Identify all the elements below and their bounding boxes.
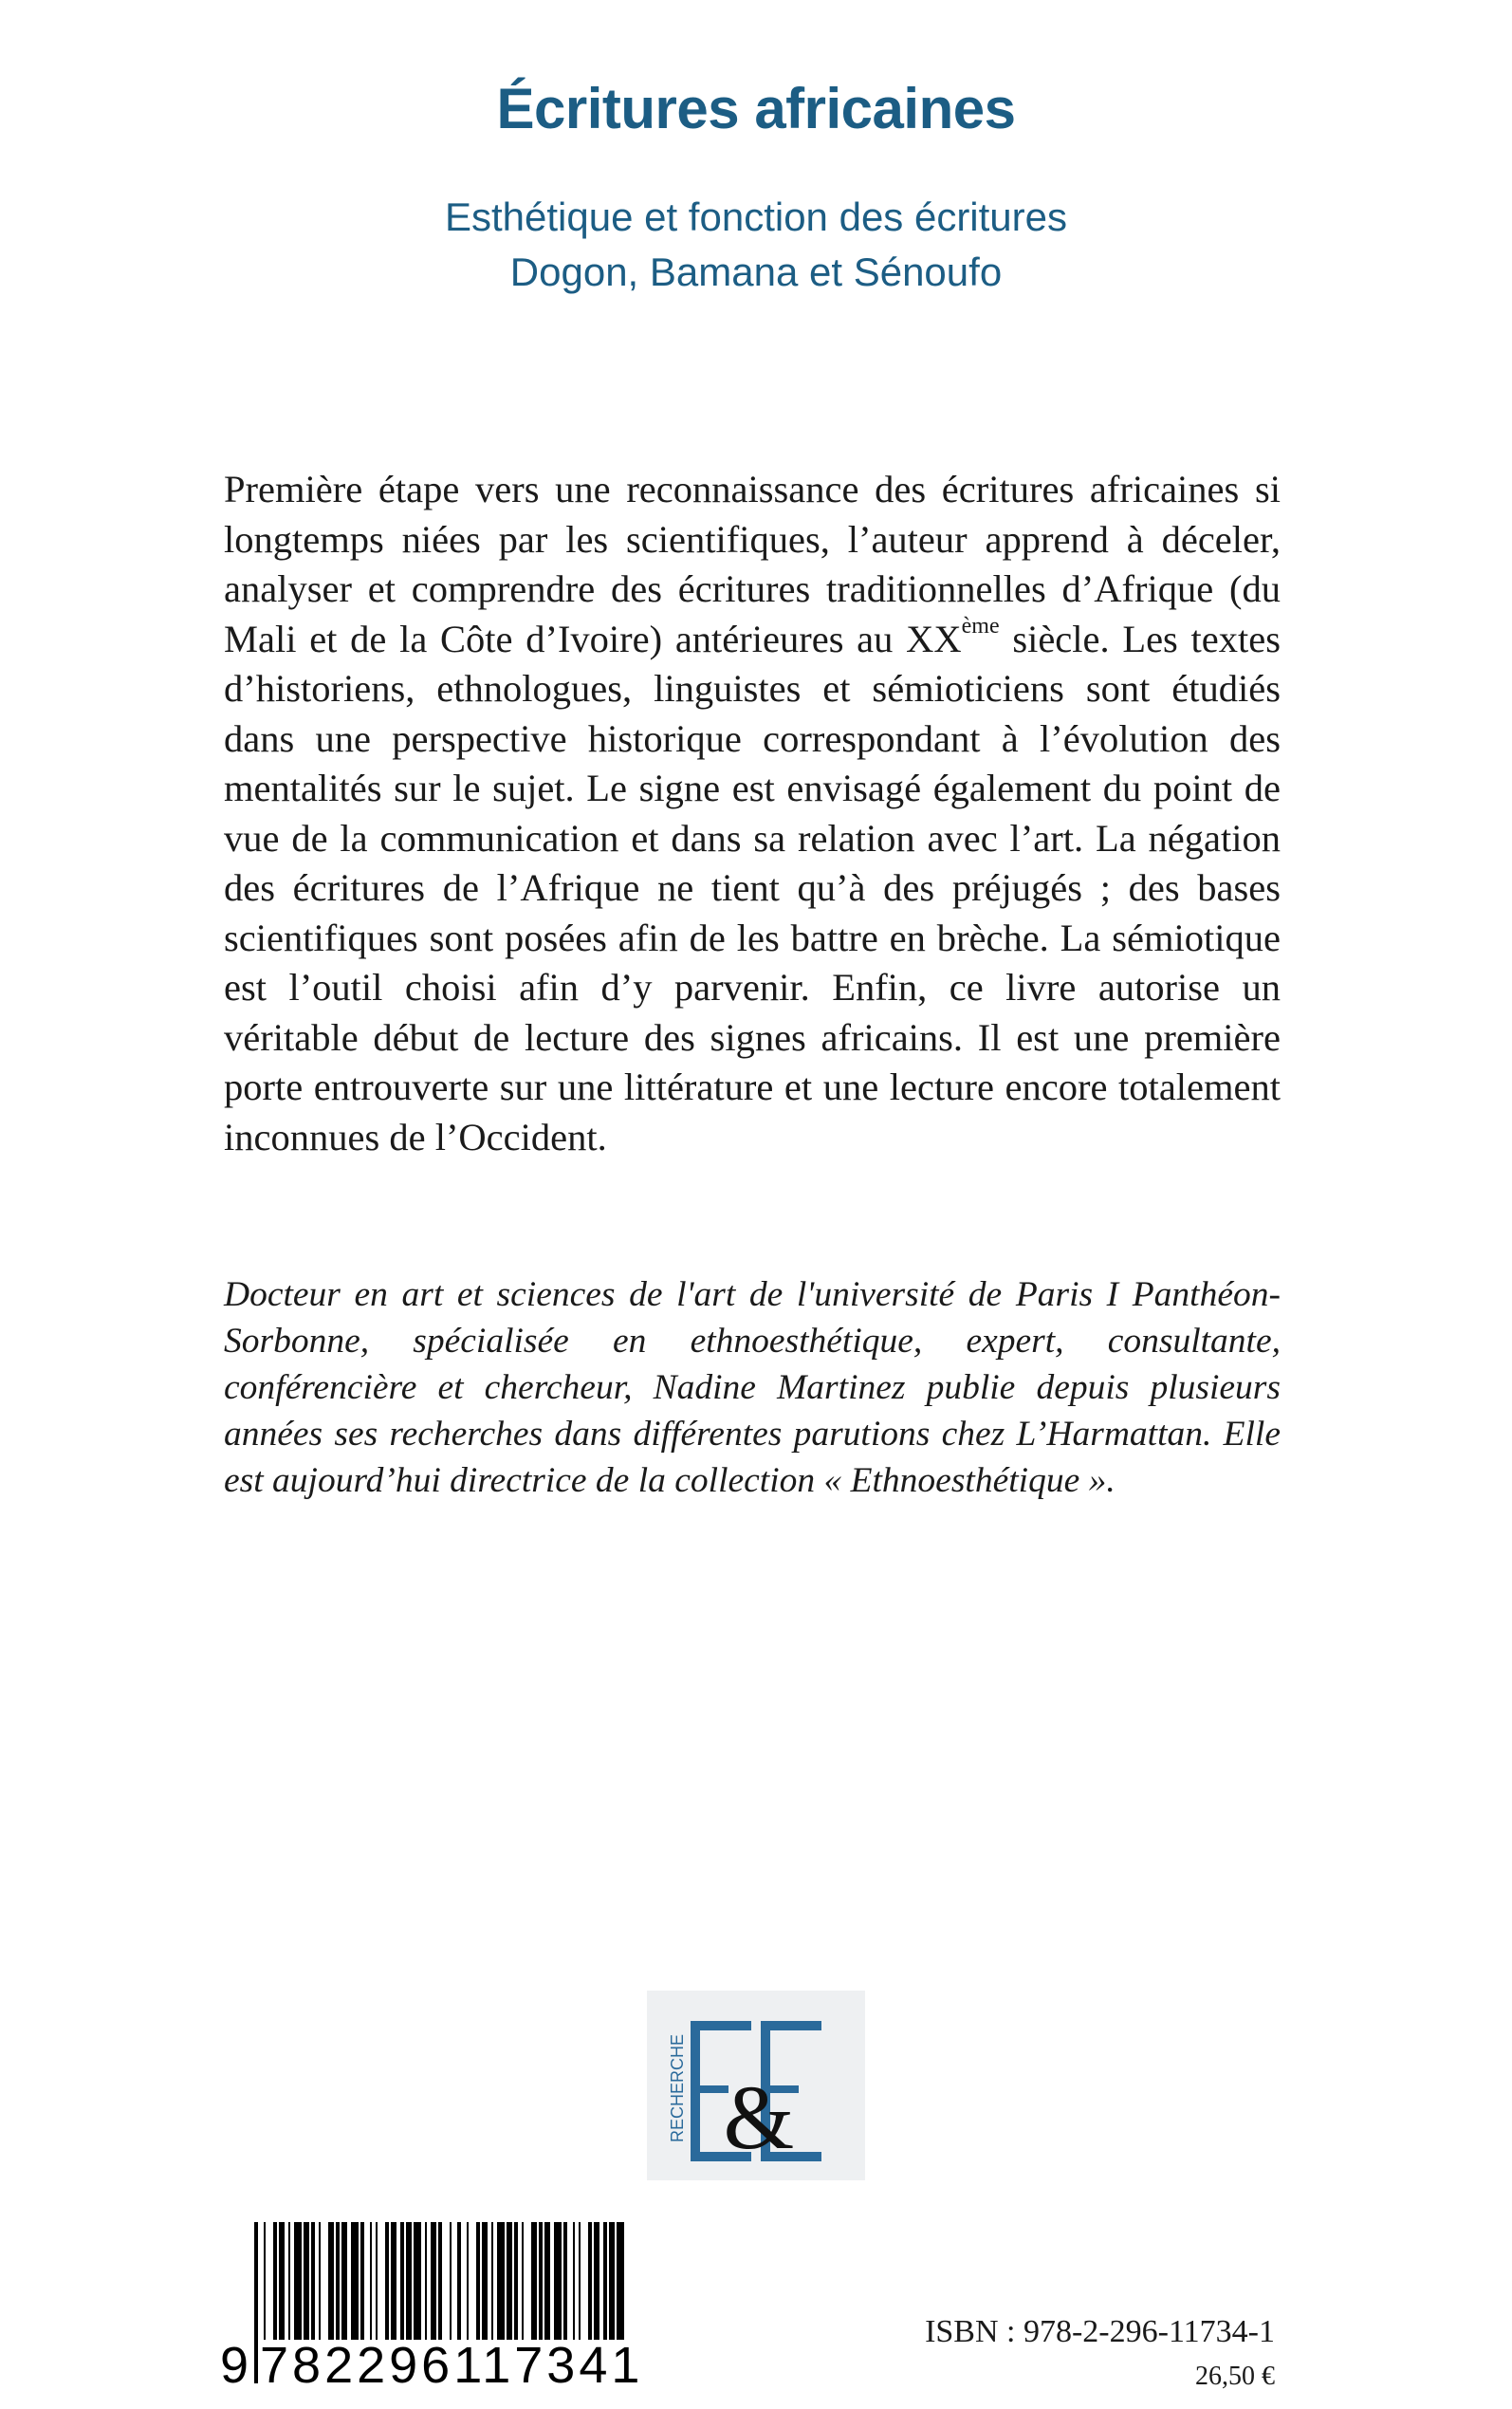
barcode-number: 782296117341 [260, 2337, 644, 2394]
summary-text-end: siècle. Les textes d’historiens, ethnologues, linguistes et sémioticiens sont étudiés dans une perspective historique correspondant à l’évolution des mentalités sur le sujet. Le signe est envisagé également du point de vue de la communication et dans sa relation avec l’art. La négation des écritures de l’Afrique ne tient qu’à des préjugés ; des bases scientifiques sont posées afin de les battre en brèche. La sémiotique est l’outil choisi afin d’y parvenir. Enfin, ce livre autorise un véritable début de lecture des signes africains. Il est une première porte entrouverte sur une littérature et une lecture encore totalement inconnues de l’Occident. [224, 617, 1281, 1158]
barcode-first-digit: 9 [220, 2337, 253, 2394]
summary-text-start: Première étape vers une reconnaissance des écritures africaines si longtemps niées par les scientifiques, l’auteur apprend à déceler, analyser et comprendre des écritures traditionnelles d’Afrique (du Mali et de la Côte d’Ivoire) antérieures au XX [224, 468, 1281, 660]
summary-superscript: ème [961, 613, 1000, 639]
logo-label: RECHERCHE [668, 2033, 687, 2142]
author-bio: Docteur en art et sciences de l'art de l'université de Paris I Panthéon-Sorbonne, spécialisée en ethnoesthétique, expert, consultante, conférencière et chercheur, Nadine Martinez publie depuis plusieurs années ses recherches dans différentes parutions chez L’Harmattan. Elle est aujourd’hui directrice de la collection « Ethnoesthétique ». [224, 1275, 1281, 1500]
ampersand-glyph: & [723, 2066, 795, 2168]
subtitle-line-2: Dogon, Bamana et Sénoufo [509, 250, 1003, 294]
subtitle-line-1: Esthétique et fonction des écritures [444, 195, 1068, 239]
publisher-logo [647, 1991, 865, 2180]
price: 26,50 € [1195, 2362, 1275, 2391]
publisher-logo-graphic [647, 1991, 865, 2180]
isbn: ISBN : 978-2-296-11734-1 [925, 2314, 1275, 2349]
book-summary [224, 465, 1281, 1162]
book-subtitle [0, 190, 1512, 300]
book-title: Écritures africaines [496, 77, 1016, 140]
